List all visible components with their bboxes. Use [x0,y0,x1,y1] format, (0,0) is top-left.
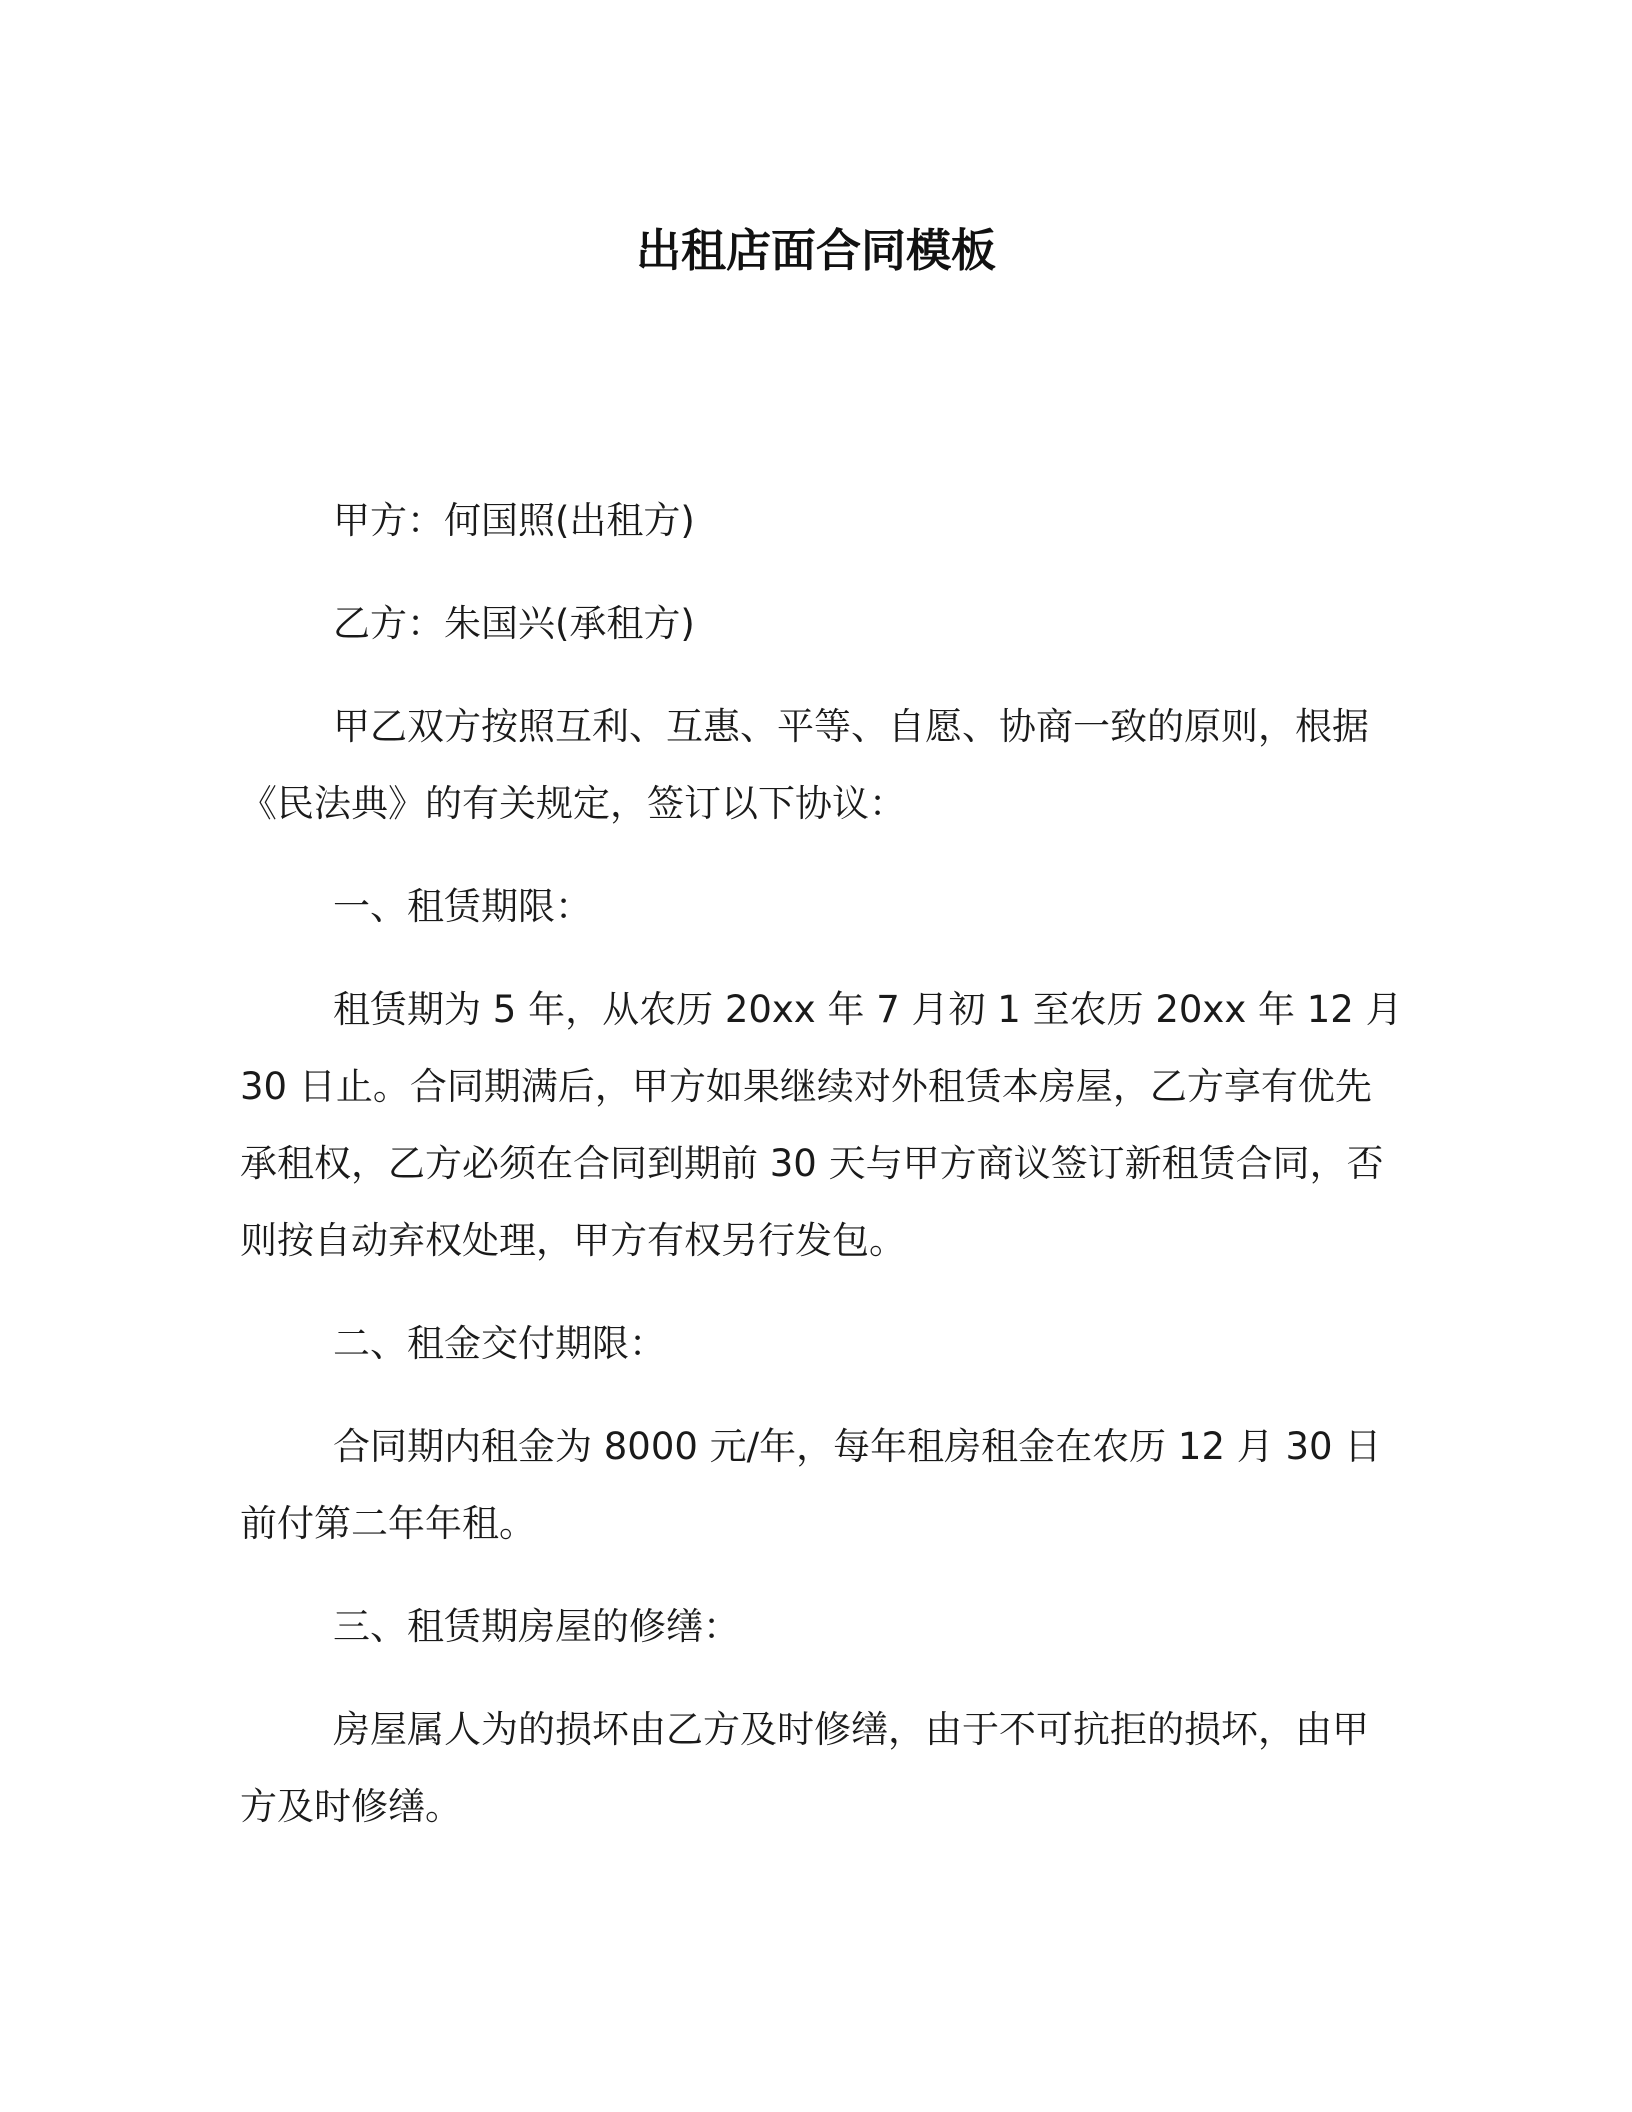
section-heading-repairs [240,1588,1380,1665]
paragraph-line: 方及时修缮。 [240,1785,462,1828]
paragraph-line: 乙方：朱国兴(承租方) [333,602,695,645]
paragraph-line: 承租权，乙方必须在合同到期前 30 天与甲方商议签订新租赁合同，否 [240,1142,1384,1185]
document-title: 出租店面合同模板 [635,224,996,277]
document-body [240,482,1403,1871]
paragraph-line: 甲方：何国照(出租方) [333,499,695,542]
paragraph-line: 《民法典》的有关规定，签订以下协议： [240,782,906,825]
rent-payment-paragraph [240,1408,1380,1562]
section-heading-line: 一、租赁期限： [333,885,592,928]
paragraph-line: 甲乙双方按照互利、互惠、平等、自愿、协商一致的原则，根据 [333,705,1369,748]
preamble-paragraph [240,688,1380,842]
paragraph-line: 30 日止。合同期满后，甲方如果继续对外租赁本房屋，乙方享有优先 [240,1065,1372,1108]
section-heading-line: 二、租金交付期限： [333,1322,666,1365]
paragraph-line: 房屋属人为的损坏由乙方及时修缮，由于不可抗拒的损坏，由甲 [333,1708,1369,1751]
paragraph-line: 租赁期为 5 年，从农历 20xx 年 7 月初 1 至农历 20xx 年 12 月 [333,988,1403,1031]
paragraph-line: 合同期内租金为 8000 元/年，每年租房租金在农历 12 月 30 日 [333,1425,1382,1468]
repairs-paragraph [240,1691,1380,1845]
section-heading-rent-payment [240,1305,1380,1382]
section-heading-lease-term [240,868,1380,945]
paragraph-line: 则按自动弃权处理，甲方有权另行发包。 [240,1219,906,1262]
party-b-paragraph [240,585,1380,662]
lease-term-paragraph [240,971,1403,1279]
party-a-paragraph [240,482,1380,559]
paragraph-line: 前付第二年年租。 [240,1502,536,1545]
section-heading-line: 三、租赁期房屋的修缮： [333,1605,740,1648]
